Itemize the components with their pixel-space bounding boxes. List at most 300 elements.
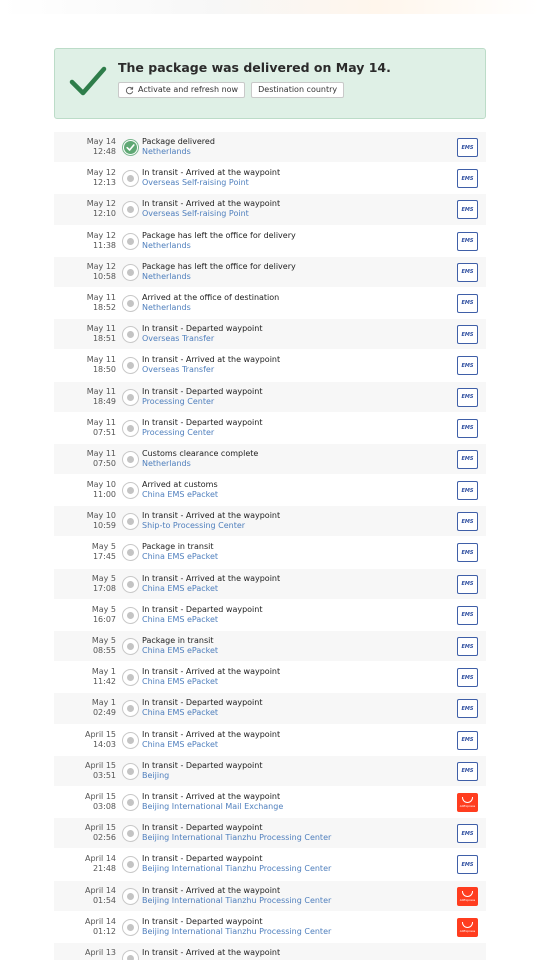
tracking-event-row [54, 817, 486, 848]
event-status: In transit - Departed waypoint [142, 417, 263, 427]
event-location: China EMS ePacket [142, 583, 219, 593]
event-description [142, 355, 280, 375]
event-description [142, 761, 262, 781]
event-time: 11:42 [92, 677, 116, 687]
destination-country-label: Destination country [258, 85, 338, 94]
timeline-dot-inner [127, 175, 134, 182]
ems-logo-text: EMS [461, 768, 474, 775]
tracking-event-row [54, 318, 486, 349]
timeline-dot-icon [122, 420, 139, 437]
event-datetime [54, 199, 116, 219]
event-datetime [54, 605, 116, 625]
tracking-event-row [54, 661, 486, 692]
event-time: 11:00 [92, 490, 116, 500]
event-status: In transit - Arrived at the waypoint [142, 573, 281, 583]
event-date: April 13 [84, 947, 116, 957]
event-time: 12:10 [92, 209, 116, 219]
event-description [142, 854, 331, 874]
ems-carrier-logo-icon[interactable] [457, 668, 478, 687]
ems-carrier-logo-icon[interactable] [457, 731, 478, 750]
tracking-event-row [54, 474, 486, 505]
timeline-dot-icon [122, 919, 139, 936]
ems-carrier-logo-icon[interactable] [457, 325, 478, 344]
timeline-dot-inner [127, 518, 134, 525]
event-date: April 14 [84, 885, 116, 895]
event-status: In transit - Arrived at the waypoint [142, 199, 281, 209]
tracking-event-row [54, 256, 486, 287]
event-description [142, 231, 296, 251]
timeline-dot-icon [122, 794, 139, 811]
ems-logo-text: EMS [461, 238, 474, 245]
activate-refresh-label: Activate and refresh now [138, 85, 239, 94]
event-time: 08:55 [92, 646, 116, 655]
event-time: 17:45 [92, 552, 116, 562]
event-location: Beijing International Tianzhu Processing Center [142, 895, 332, 905]
timeline-dot-icon [122, 669, 139, 686]
event-date: May 12 [86, 168, 116, 178]
event-date: April 14 [84, 916, 116, 926]
banner-actions [118, 82, 344, 98]
ems-logo-text: EMS [461, 612, 474, 619]
tracking-event-row [54, 287, 486, 318]
event-description [142, 480, 218, 500]
event-status: In transit - Departed waypoint [142, 698, 263, 708]
event-status: Package has left the office for delivery [142, 261, 296, 271]
timeline-dot-inner [127, 737, 134, 744]
ems-logo-text: EMS [461, 331, 474, 338]
event-datetime [54, 324, 116, 344]
event-description [142, 823, 331, 843]
event-date: May 5 [91, 604, 116, 614]
event-location: Overseas Transfer [142, 334, 215, 344]
timeline-dot-inner [127, 861, 134, 868]
event-datetime [54, 293, 116, 313]
event-description [142, 293, 279, 313]
tracking-event-row [54, 162, 486, 193]
timeline-dot-inner [127, 830, 134, 837]
event-description [142, 137, 215, 157]
ems-logo-text: EMS [461, 362, 474, 369]
event-time: 17:08 [92, 583, 116, 593]
ems-logo-text: EMS [461, 581, 474, 588]
timeline-dot-inner [127, 674, 134, 681]
tracking-event-row [54, 786, 486, 817]
timeline-dot-icon [122, 295, 139, 312]
tracking-event-row [54, 131, 486, 162]
timeline-dot-inner [127, 549, 134, 556]
event-date: May 11 [86, 355, 116, 365]
event-date: May 11 [86, 292, 116, 302]
event-time: 01:54 [92, 895, 116, 905]
timeline-dot-icon [122, 544, 139, 561]
ems-carrier-logo-icon[interactable] [457, 200, 478, 219]
event-location: Netherlands [142, 458, 191, 468]
timeline-dot-icon [122, 950, 139, 960]
event-status: In transit - Arrived at the waypoint [142, 885, 281, 895]
tracking-event-row [54, 724, 486, 755]
event-datetime [54, 137, 116, 157]
timeline-dot-inner [127, 924, 134, 931]
timeline-dot-inner [127, 331, 134, 338]
event-status: In transit - Arrived at the waypoint [142, 729, 281, 739]
timeline-dot-icon [122, 357, 139, 374]
event-date: May 10 [86, 480, 116, 490]
event-status: In transit - Departed waypoint [142, 916, 263, 926]
event-time: 01:12 [92, 926, 116, 936]
event-location: Beijing International Tianzhu Processing Center [142, 926, 332, 936]
activate-refresh-button[interactable] [118, 82, 245, 98]
event-time: 10:58 [92, 271, 116, 281]
timeline-dot-inner [127, 425, 134, 432]
event-datetime [54, 948, 116, 958]
event-date: April 15 [84, 823, 116, 833]
event-datetime [54, 792, 116, 812]
event-time: 12:13 [92, 178, 116, 188]
event-date: May 11 [86, 324, 116, 334]
event-location: Netherlands [142, 147, 191, 156]
timeline-dot-icon [122, 389, 139, 406]
ems-logo-text: EMS [461, 861, 474, 868]
event-date: May 1 [91, 667, 116, 677]
event-description [142, 605, 262, 625]
timeline-dot-icon [122, 763, 139, 780]
event-date: May 11 [86, 386, 116, 396]
ems-carrier-logo-icon[interactable] [457, 699, 478, 718]
event-datetime [54, 542, 116, 562]
event-status: In transit - Arrived at the waypoint [142, 791, 281, 801]
event-location: Beijing International Mail Exchange [142, 801, 284, 811]
event-description [142, 698, 262, 718]
event-datetime [54, 854, 116, 874]
event-datetime [54, 387, 116, 407]
event-location: Processing Center [142, 396, 215, 406]
event-description [142, 418, 262, 438]
timeline-dot-inner [127, 206, 134, 213]
timeline-dot-inner [127, 581, 134, 588]
tracking-events-list [54, 131, 486, 960]
event-location: Netherlands [142, 240, 191, 250]
check-circle-icon [123, 140, 138, 155]
tracking-event-row [54, 755, 486, 786]
event-status: In transit - Departed waypoint [142, 386, 263, 396]
ems-carrier-logo-icon[interactable] [457, 543, 478, 562]
timeline-dot-icon [122, 825, 139, 842]
tracking-event-row [54, 630, 486, 661]
event-location: Netherlands [142, 271, 191, 281]
event-description [142, 917, 331, 937]
aliexpress-carrier-logo-icon[interactable] [457, 887, 478, 906]
ems-logo-text: EMS [461, 394, 474, 400]
ems-carrier-logo-icon[interactable] [457, 606, 478, 625]
ems-logo-text: EMS [461, 674, 474, 681]
event-status: Package delivered [142, 137, 215, 146]
event-status: In transit - Departed waypoint [142, 854, 263, 864]
aliexpress-smile-icon [462, 922, 473, 928]
ems-logo-text: EMS [461, 737, 474, 744]
event-datetime [54, 418, 116, 438]
ems-carrier-logo-icon[interactable] [457, 169, 478, 188]
event-status: In transit - Arrived at the waypoint [142, 355, 281, 365]
ems-logo-text: EMS [461, 518, 474, 525]
aliexpress-smile-icon [462, 797, 473, 803]
timeline-dot-icon [122, 451, 139, 468]
event-date: April 15 [84, 791, 116, 801]
ems-carrier-logo-icon[interactable] [457, 294, 478, 313]
top-header-strip [0, 0, 540, 14]
event-location: China EMS ePacket [142, 708, 219, 718]
event-time: 07:51 [92, 427, 116, 437]
event-location: Overseas Self-raising Point [142, 178, 249, 188]
ems-logo-text: EMS [461, 300, 474, 307]
aliexpress-carrier-logo-icon[interactable] [457, 793, 478, 812]
event-time: 03:51 [92, 770, 116, 780]
event-description [142, 511, 280, 531]
event-location: Overseas Self-raising Point [142, 209, 249, 219]
event-status: In transit - Departed waypoint [142, 823, 263, 833]
event-date: May 5 [91, 542, 116, 552]
ems-carrier-logo-icon[interactable] [457, 450, 478, 469]
refresh-icon [125, 86, 134, 95]
timeline-dot-icon [122, 576, 139, 593]
ems-logo-text: EMS [461, 487, 474, 494]
aliexpress-smile-icon [462, 891, 473, 897]
tracking-event-row [54, 942, 486, 960]
delivered-status-icon [122, 139, 139, 156]
event-date: May 10 [86, 511, 116, 521]
event-datetime [54, 480, 116, 500]
timeline-dot-inner [127, 300, 134, 307]
ems-logo-text: EMS [461, 705, 474, 712]
ems-carrier-logo-icon[interactable] [457, 824, 478, 843]
event-status: In transit - Arrived at the waypoint [142, 947, 281, 957]
ems-carrier-logo-icon[interactable] [457, 762, 478, 781]
event-datetime [54, 823, 116, 843]
event-description [142, 199, 280, 219]
event-time: 02:49 [92, 708, 116, 718]
event-status: Package in transit [142, 542, 214, 552]
event-date: May 12 [86, 199, 116, 209]
timeline-dot-inner [127, 269, 134, 276]
event-date: May 5 [91, 573, 116, 583]
event-location: Ship-to Processing Center [142, 521, 246, 531]
timeline-dot-icon [122, 732, 139, 749]
timeline-dot-icon [122, 170, 139, 187]
tracking-event-row [54, 193, 486, 224]
event-status: In transit - Departed waypoint [142, 324, 263, 334]
timeline-dot-inner [127, 238, 134, 245]
tracking-event-row [54, 443, 486, 474]
event-datetime [54, 730, 116, 750]
event-status: Package in transit [142, 636, 214, 645]
event-location: China EMS ePacket [142, 677, 219, 687]
event-datetime [54, 667, 116, 687]
ems-carrier-logo-icon[interactable] [457, 263, 478, 282]
tracking-event-row [54, 505, 486, 536]
timeline-dot-icon [122, 264, 139, 281]
event-location: China EMS ePacket [142, 490, 219, 500]
timeline-dot-inner [127, 768, 134, 775]
event-status: Customs clearance complete [142, 448, 259, 458]
timeline-dot-icon [122, 233, 139, 250]
tracking-event-row [54, 692, 486, 723]
event-description [142, 636, 218, 656]
event-description [142, 667, 280, 687]
event-time: 18:51 [92, 334, 116, 344]
event-datetime [54, 761, 116, 781]
event-date: May 12 [86, 261, 116, 271]
delivered-check-icon [69, 65, 107, 97]
tracking-event-row [54, 225, 486, 256]
event-description [142, 542, 218, 562]
event-datetime [54, 262, 116, 282]
timeline-dot-icon [122, 201, 139, 218]
event-datetime [54, 698, 116, 718]
event-datetime [54, 636, 116, 656]
ems-carrier-logo-icon[interactable] [457, 575, 478, 594]
event-time: 16:07 [92, 614, 116, 624]
event-description [142, 948, 280, 958]
event-status: Package has left the office for delivery [142, 230, 296, 240]
event-datetime [54, 168, 116, 188]
timeline-dot-inner [127, 362, 134, 369]
tracking-event-row [54, 848, 486, 879]
ems-logo-text: EMS [461, 549, 474, 556]
event-description [142, 792, 283, 812]
event-location: China EMS ePacket [142, 614, 219, 624]
tracking-event-row [54, 568, 486, 599]
ems-logo-text: EMS [461, 425, 474, 432]
event-time: 07:50 [92, 458, 116, 468]
event-date: May 11 [86, 448, 116, 458]
event-description [142, 449, 258, 469]
event-status: In transit - Departed waypoint [142, 604, 263, 614]
event-datetime [54, 574, 116, 594]
event-location: China EMS ePacket [142, 646, 219, 655]
ems-carrier-logo-icon[interactable] [457, 637, 478, 656]
timeline-dot-inner [127, 893, 134, 900]
event-time: 10:59 [92, 521, 116, 531]
event-datetime [54, 511, 116, 531]
event-time: 03:08 [92, 801, 116, 811]
timeline-dot-inner [127, 487, 134, 494]
tracking-event-row [54, 536, 486, 567]
ems-carrier-logo-icon[interactable] [457, 419, 478, 438]
ems-logo-text: EMS [461, 144, 474, 151]
event-description [142, 168, 280, 188]
event-date: May 11 [86, 417, 116, 427]
event-time: 18:50 [92, 365, 116, 375]
event-date: May 1 [91, 698, 116, 708]
event-location: Beijing International Tianzhu Processing Center [142, 864, 332, 874]
event-status: In transit - Arrived at the waypoint [142, 511, 281, 521]
event-description [142, 262, 296, 282]
aliexpress-carrier-logo-icon[interactable] [457, 918, 478, 937]
event-description [142, 387, 262, 407]
timeline-dot-icon [122, 638, 139, 655]
timeline-dot-icon [122, 888, 139, 905]
ems-logo-text: EMS [461, 643, 474, 650]
event-description [142, 886, 331, 906]
delivery-status-banner [54, 48, 486, 119]
ems-logo-text: EMS [461, 206, 474, 213]
tracking-event-row [54, 381, 486, 412]
event-date: May 12 [86, 230, 116, 240]
tracking-event-row [54, 412, 486, 443]
aliexpress-logo-text: AliExpress [459, 929, 476, 934]
ems-carrier-logo-icon[interactable] [457, 138, 478, 157]
ems-logo-text: EMS [461, 269, 474, 276]
event-location: Overseas Transfer [142, 365, 215, 375]
ems-logo-text: EMS [461, 830, 474, 837]
event-datetime [54, 449, 116, 469]
event-date: April 15 [84, 760, 116, 770]
destination-country-button[interactable] [251, 82, 344, 98]
event-date: April 15 [84, 729, 116, 739]
event-datetime [54, 886, 116, 906]
timeline-dot-inner [127, 705, 134, 712]
event-datetime [54, 917, 116, 937]
tracking-event-row [54, 911, 486, 942]
event-time: 02:56 [92, 833, 116, 843]
delivery-status-title: The package was delivered on May 14. [118, 60, 391, 75]
ems-carrier-logo-icon[interactable] [457, 855, 478, 874]
timeline-dot-inner [127, 456, 134, 463]
ems-carrier-logo-icon[interactable] [457, 356, 478, 375]
event-location: China EMS ePacket [142, 552, 219, 562]
ems-carrier-logo-icon[interactable] [457, 232, 478, 251]
event-date: May 5 [91, 636, 116, 645]
timeline-dot-icon [122, 326, 139, 343]
ems-carrier-logo-icon[interactable] [457, 512, 478, 531]
event-time: 18:49 [92, 396, 116, 406]
timeline-dot-icon [122, 607, 139, 624]
event-status: In transit - Departed waypoint [142, 760, 263, 770]
event-datetime [54, 231, 116, 251]
event-description [142, 574, 280, 594]
event-time: 18:52 [92, 302, 116, 312]
event-date: April 14 [84, 854, 116, 864]
event-location: Beijing [142, 770, 170, 780]
timeline-dot-icon [122, 856, 139, 873]
event-status: In transit - Arrived at the waypoint [142, 168, 281, 178]
timeline-dot-inner [127, 955, 134, 960]
event-location: Processing Center [142, 427, 215, 437]
tracking-event-row [54, 880, 486, 911]
ems-carrier-logo-icon[interactable] [457, 388, 478, 407]
event-description [142, 324, 262, 344]
event-date: May 14 [86, 137, 116, 146]
timeline-dot-inner [127, 643, 134, 650]
event-time: 12:48 [92, 147, 116, 156]
ems-logo-text: EMS [461, 456, 474, 463]
event-time: 14:03 [92, 739, 116, 749]
event-time: 21:48 [92, 864, 116, 874]
event-status: Arrived at customs [142, 480, 218, 490]
event-location: Netherlands [142, 302, 191, 312]
timeline-dot-inner [127, 394, 134, 401]
tracking-event-row [54, 599, 486, 630]
event-location: China EMS ePacket [142, 739, 219, 749]
event-time: 11:38 [92, 240, 116, 250]
timeline-dot-inner [127, 612, 134, 619]
aliexpress-logo-text: AliExpress [459, 898, 476, 902]
event-status: Arrived at the office of destination [142, 292, 280, 302]
ems-carrier-logo-icon[interactable] [457, 481, 478, 500]
event-description [142, 730, 280, 750]
event-status: In transit - Arrived at the waypoint [142, 667, 281, 677]
aliexpress-logo-text: AliExpress [459, 804, 476, 809]
timeline-dot-inner [127, 799, 134, 806]
